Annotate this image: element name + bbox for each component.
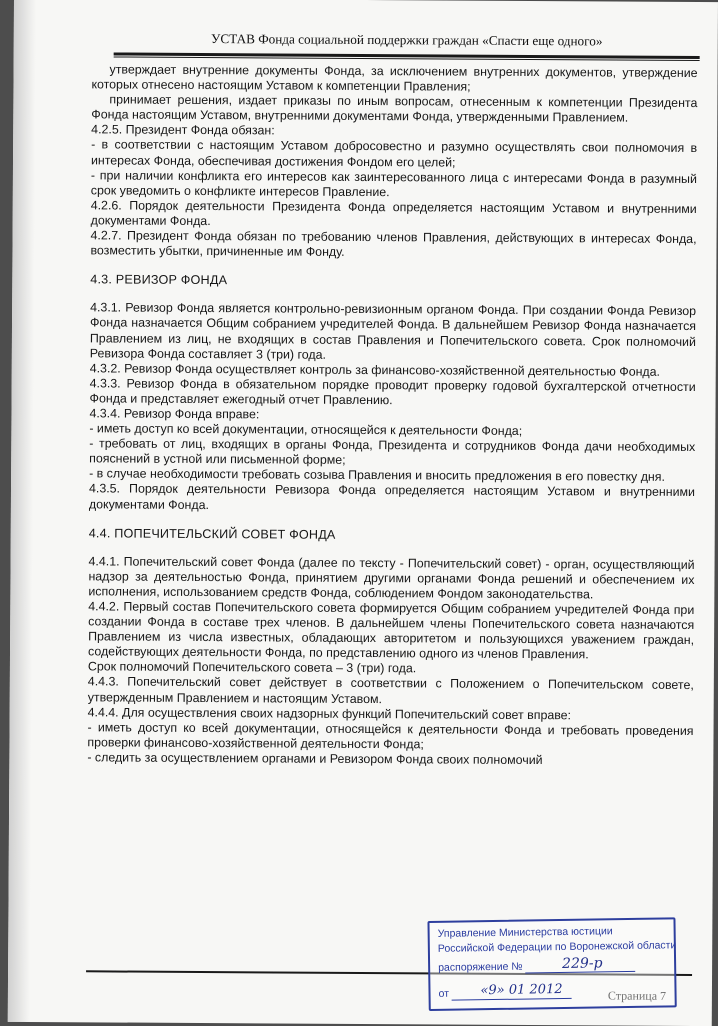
paragraph: 4.4.4. Для осуществления своих надзорных функций Попечительский совет вправе: <box>87 704 572 722</box>
paragraph: принимает решения, издает приказы по иным вопросам, отнесенным к компетенции Президента Фонда настоящим Уставом, внутренними документами Фонда, утвержденными Правлением. <box>91 92 698 125</box>
paragraph: утверждает внутренние документы Фонда, за исключением внутренних документов, утверждение которых отнесено настоящим Уставом к компетенции Правления; <box>91 62 698 94</box>
paragraph: - следить за осуществлением органами и Ревизором Фонда своих полномочий <box>87 750 543 768</box>
paragraph: 4.3.3. Ревизор Фонда в обязательном порядке проводит проверку годовой бухгалтерской отчетности Фонда и представляет ежегодный отчет Правлению. <box>89 376 696 408</box>
paragraph: - в случае необходимости требовать созыва Правления и вносить предложения в его повестку дня. <box>89 466 665 485</box>
paragraph: 4.3.2. Ревизор Фонда осуществляет контроль за финансово-хозяйственной деятельностью Фонда. <box>89 361 661 379</box>
stamp-order-label: распоряжение № <box>438 960 523 974</box>
page-number: Страница 7 <box>607 988 667 1003</box>
document-page <box>8 0 718 1026</box>
paragraph: Срок полномочий Попечительского совета – 3 (три) года. <box>87 659 417 676</box>
paragraph: - иметь доступ ко всей документации, относящейся к деятельности Фонда; <box>89 421 523 439</box>
paragraph: 4.3.5. Порядок деятельности Ревизора Фонда определяется настоящим Уставом и внутренними документами Фонда. <box>88 481 696 512</box>
page-header-title: УСТАВ Фонда социальной поддержки граждан «Спасти еще одного» <box>211 31 603 49</box>
stamp-date-label: от <box>438 987 450 1000</box>
stamp-line-authority: Управление Министерства юстиции <box>437 925 613 940</box>
paragraph: - иметь доступ ко всей документации, относящейся к деятельности Фонда и требовать проведения проверки финансово-хозяйственной деятельности Фонда; <box>87 720 694 752</box>
header-divider <box>114 52 700 61</box>
paragraph: - при наличии конфликта его интересов как заинтересованного лица с интересами Фонда в разумный срок уведомить о конфликте интересов Правление. <box>90 167 697 199</box>
document-body <box>87 62 697 769</box>
stamp-date-blank <box>452 998 572 1001</box>
stamp-line-order <box>438 955 636 975</box>
stamp-order-number: 229-р <box>561 955 603 973</box>
stamp-date-value: «9» 01 2012 <box>480 982 563 999</box>
paragraph: - в соответствии с настоящим Уставом добросовестно и разумно осуществлять свои полномочия в интересах Фонда, обеспечивая достижения Фондом его целей; <box>90 137 698 170</box>
paragraph: 4.2.5. Президент Фонда обязан: <box>91 122 275 138</box>
paragraph: 4.2.6. Порядок деятельности Президента Фонда определяется настоящим Уставом и внутренними документами Фонда. <box>90 198 697 228</box>
paragraph: 4.4.1. Попечительский совет Фонда (далее по тексту - Попечительский совет) - орган, осуществляющий надзор за деятельностью Фонда, принятием другими органами Фонда решений и обеспечением их исполнения, использованием средств Фонда, соблюдением Фондом законодательства. <box>88 554 695 602</box>
stamp-line-region: Российской Федерации по Воронежской области <box>437 939 677 955</box>
page-edge-shadow <box>8 0 36 1022</box>
paragraph: 4.4.3. Попечительский совет действует в соответствии с Положением о Попечительском совете, утвержденным Правлением и настоящим Уставом. <box>87 674 694 706</box>
paragraph: 4.2.7. Президент Фонда обязан по требованию членов Правления, действующих в интересах Фонда, возместить убытки, причиненные им Фонду. <box>90 228 697 259</box>
paragraph: 4.3.4. Ревизор Фонда вправе: <box>89 406 260 422</box>
registration-stamp <box>427 917 676 1011</box>
paragraph: - требовать от лиц, входящих в органы Фонда, Президента и сотрудников Фонда дачи необходимых пояснений в устной или письменной форме; <box>89 436 696 468</box>
section-heading-4-4: 4.4. ПОПЕЧИТЕЛЬСКИЙ СОВЕТ ФОНДА <box>88 525 336 542</box>
paragraph: 4.4.2. Первый состав Попечительского совета формируется Общим собранием учредителей Фонда при создании Фонда в составе трех членов. В дальнейшем члены Попечительского совета назначаются Правлением из числа известных, обладающих авторитетом и пользующихся уважением граждан, содействующих деятельности Фонда, по представлению одного из членов Правления. <box>87 599 695 662</box>
section-heading-4-3: 4.3. РЕВИЗОР ФОНДА <box>90 272 228 288</box>
paragraph: 4.3.1. Ревизор Фонда является контрольно-ревизионным органом Фонда. При создании Фонда Ревизор Фонда назначается Общим собранием учредителей Фонда. В дальнейшем Ревизор Фонда назначается Правлением из лиц, не входящих в состав Правления и Попечительского совета. Срок полномочий Ревизора Фонда составляет 3 (три) года. <box>89 300 697 362</box>
